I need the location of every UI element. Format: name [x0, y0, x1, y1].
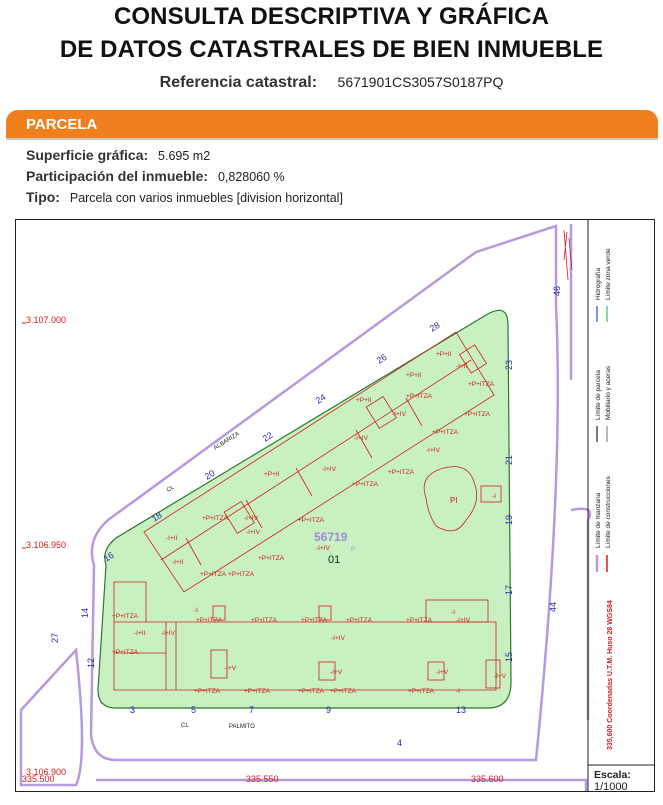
building-label: +P+ITZA — [301, 617, 328, 624]
parcel-sub-id: 01 — [328, 554, 341, 566]
participacion-row — [26, 168, 285, 184]
building-label: -I+IV — [244, 515, 258, 522]
house-number: 18 — [149, 509, 164, 524]
section-divider — [6, 138, 658, 140]
house-number: 19 — [504, 514, 514, 525]
house-number: 4 — [397, 738, 403, 748]
coord-y-label: 3.107.000 — [26, 315, 67, 325]
building-label: +P+ITZA — [406, 617, 433, 624]
building-label: +P+ITZA — [244, 688, 271, 695]
reference-row — [0, 74, 663, 92]
legend-item: Límite de parcela — [595, 370, 602, 420]
title-line-1: CONSULTA DESCRIPTIVA Y GRÁFICA — [113, 3, 550, 30]
scale-box — [594, 769, 639, 792]
building-label: -I — [456, 688, 460, 695]
building-label: -I+V — [330, 669, 343, 676]
street-cl-diagonal: CL — [165, 484, 176, 494]
house-number: 20 — [202, 467, 217, 482]
section-title: PARCELA — [26, 116, 98, 133]
building-label: +P+ITZA — [298, 688, 325, 695]
building-label: +P+ITZA — [112, 649, 139, 656]
building-label: -I+V — [224, 665, 237, 672]
building-label: -I+IV — [354, 435, 368, 442]
house-number: 9 — [326, 705, 332, 715]
house-number: 16 — [101, 549, 116, 564]
building-label: -I — [194, 607, 198, 614]
building-label: -I+IV — [426, 447, 440, 454]
building-label: -I+II — [134, 630, 146, 637]
legend-column — [588, 220, 655, 792]
building-label: +P+ITZA — [228, 571, 255, 578]
house-number: 5 — [191, 705, 197, 715]
participacion-label: Participación del inmueble: — [26, 168, 209, 184]
house-number: 23 — [504, 359, 514, 370]
house-number: 17 — [504, 584, 514, 595]
house-number: 27 — [50, 632, 60, 643]
house-number: 21 — [504, 454, 514, 465]
building-label: -I+IV — [322, 466, 336, 473]
reference-label: Referencia catastral: — [159, 74, 318, 91]
legend-item: Límite de manzana — [595, 492, 602, 548]
building-label: -I+II — [166, 535, 178, 542]
house-number: 3 — [130, 705, 136, 715]
scale-label: Escala: — [594, 769, 631, 781]
building-label: +P+ITZA — [200, 571, 227, 578]
building-label: +P+ITZA — [258, 555, 285, 562]
building-label: -I — [451, 609, 455, 616]
house-number: 26 — [374, 351, 389, 366]
participacion-value: 0,828060 % — [217, 170, 285, 184]
building-label: -I+IV — [161, 630, 175, 637]
pool-label: PI — [450, 496, 458, 505]
building-label: +P+II — [264, 471, 280, 478]
building-label: +P+ITZA — [330, 688, 357, 695]
house-number: 28 — [427, 319, 442, 334]
building-label: +P+II — [356, 397, 372, 404]
legend-item: Mobiliario y aceras — [605, 365, 612, 420]
legend-item: Hidrografía — [595, 267, 602, 300]
building-label: +P+ITZA — [202, 515, 229, 522]
tipo-row — [26, 189, 343, 205]
coord-x-label: 335.500 — [22, 774, 55, 784]
block-boundary-left — [21, 650, 82, 785]
building-label: -I+IV — [456, 617, 470, 624]
building-label: +P+ITZA — [408, 688, 435, 695]
legend-item: Límite zona verde — [605, 248, 612, 300]
projection-note: 335,600 Coordenadas U.T.M. Huso 28 WGS84 — [607, 600, 614, 750]
coord-x-label: 335.600 — [471, 774, 504, 784]
building-label: +P+ITZA — [298, 517, 325, 524]
scale-value: 1/1000 — [594, 781, 628, 792]
parcel-id: 56719 — [314, 530, 348, 544]
building-label: -I+V — [494, 673, 507, 680]
building-label: +P+ITZA — [196, 617, 223, 624]
street-albariza: ALBARIZA — [212, 431, 241, 452]
building-label: -I — [492, 493, 496, 500]
coord-y-label: 3.106.900 — [26, 767, 67, 777]
building-label: -I+II — [456, 363, 468, 370]
building-label: -I+V — [436, 669, 449, 676]
building-label: +P+ITZA — [464, 411, 491, 418]
building-label: -I+IV — [316, 545, 330, 552]
building-label: -I+IV — [392, 411, 406, 418]
building-label: -I+IV — [246, 529, 260, 536]
building-label: +P+ITZA — [352, 481, 379, 488]
superficie-row — [26, 147, 210, 163]
building-label: +P+ITZA — [194, 688, 221, 695]
parcel-p-mark: P — [351, 547, 356, 553]
building-label: +P+ITZA — [346, 617, 373, 624]
building-label: +P+ITZA — [406, 393, 433, 400]
building-label: +P+ITZA — [432, 429, 459, 436]
coord-x-label: 335.550 — [246, 774, 279, 784]
legend-item: Límite de construcciones — [605, 476, 612, 548]
house-number: 44 — [548, 601, 558, 612]
building-label: -I+II — [172, 559, 184, 566]
reference-value: 5671901CS3057S0187PQ — [337, 74, 504, 90]
tipo-label: Tipo: — [26, 189, 60, 205]
building-label: +P+II — [406, 372, 422, 379]
house-number: 22 — [260, 429, 275, 444]
superficie-value: 5.695 m2 — [158, 149, 211, 163]
house-number: 14 — [80, 607, 90, 618]
building-label: +P+ITZA — [112, 613, 139, 620]
building-label: -I+IV — [331, 635, 345, 642]
building-label: +P+ITZA — [388, 469, 415, 476]
house-number: 13 — [456, 705, 467, 715]
house-number: 12 — [86, 657, 96, 668]
cadastral-map[interactable] — [15, 219, 655, 792]
house-number: 7 — [249, 705, 255, 715]
tipo-value: Parcela con varios inmuebles [division horizontal] — [69, 191, 343, 205]
section-header-parcela — [6, 110, 658, 138]
street-palmito: PALMITO — [229, 724, 255, 730]
house-number: 46 — [552, 285, 562, 296]
building-label: +P+ITZA — [251, 617, 278, 624]
building-label: +P+ITZA — [468, 381, 495, 388]
building-label: +P+II — [436, 351, 452, 358]
block-boundary-right — [571, 509, 590, 720]
house-number: 24 — [313, 391, 328, 406]
street-cl-bottom: CL — [181, 723, 189, 729]
block-boundary-bottom — [96, 780, 586, 792]
title-line-2: DE DATOS CATASTRALES DE BIEN INMUEBLE — [59, 36, 604, 63]
superficie-label: Superficie gráfica: — [26, 147, 149, 163]
house-number: 15 — [504, 651, 514, 662]
parcel-polygon — [98, 310, 511, 708]
coord-y-label: 3.106.950 — [26, 540, 67, 550]
